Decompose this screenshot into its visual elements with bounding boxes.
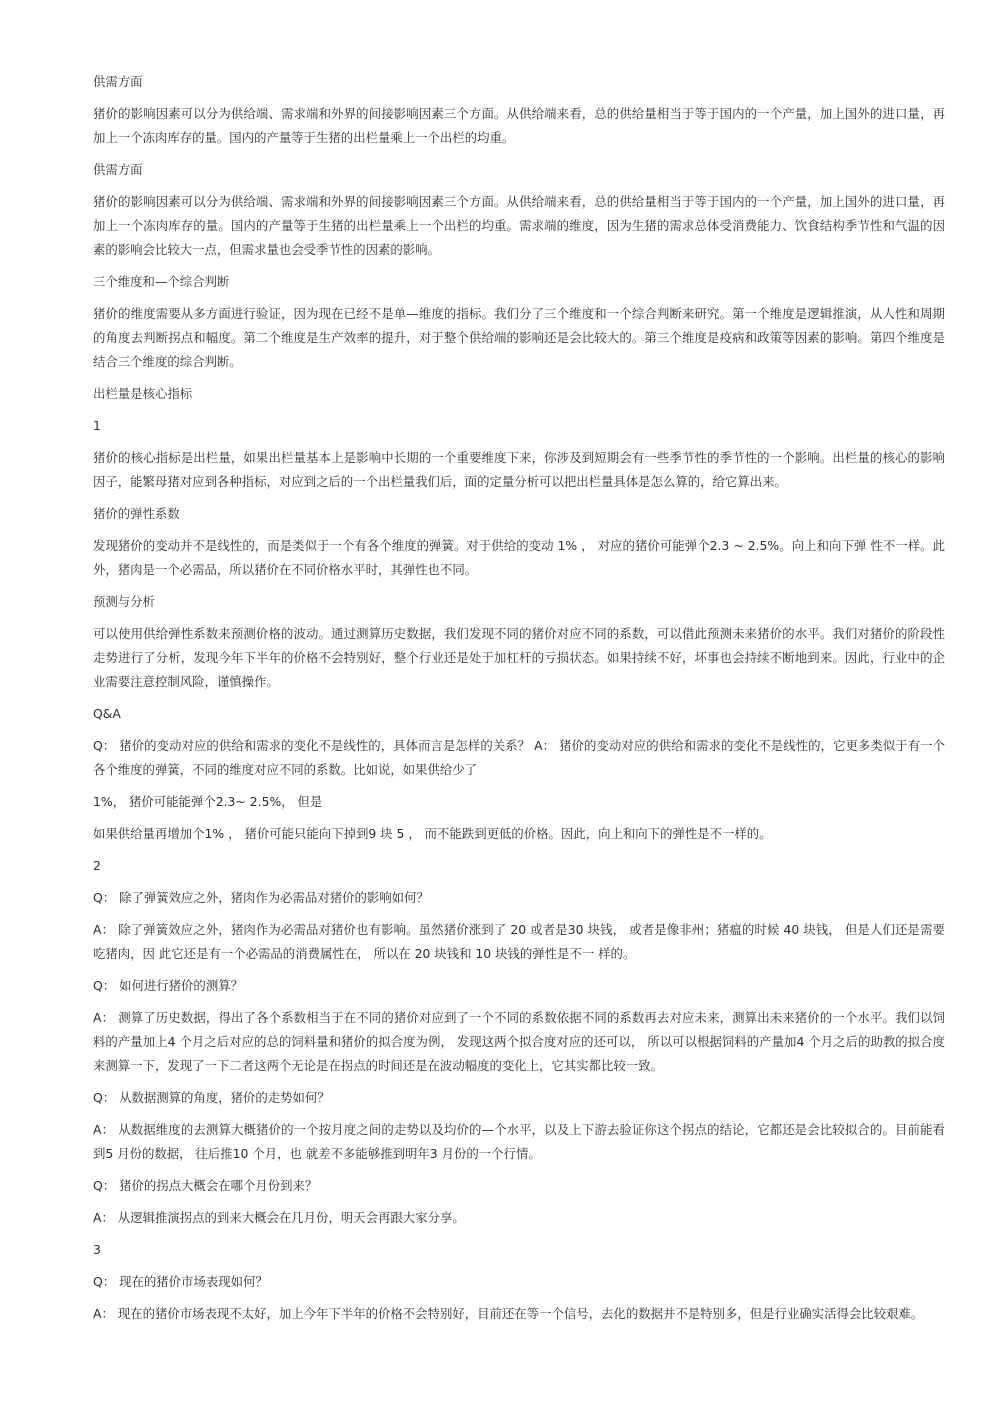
qa-answer-necessity: A： 除了弹簧效应之外，猪肉作为必需品对猪价也有影响。虽然猪价涨到了 20 或者是30 块钱， 或者是像非州；猪瘟的时候 40 块钱， 但是人们还是需要吃猪肉，因 此它还是有一个必需品的消费属性在， 所以在 20 块钱和 10 块钱的弹性是不一 样的。 — [93, 922, 945, 961]
paragraph-supply-demand-detail: 猪价的影响因素可以分为供给端、需求端和外界的间接影响因素三个方面。从供给端来看，总的供给量相当于等于国内的一个产量，加上国外的进口量，再加上一个冻肉库存的量。国内的产量等于生猪的出栏量乘上一个出栏的均重。需求端的维度，因为生猪的需求总体受消费能力、饮食结构季节性和气温的因素的影响会比较大一点，但需求量也会受季节性的因素的影响。 — [93, 194, 945, 257]
section-number-1: 1 — [93, 418, 101, 433]
document-body — [93, 70, 945, 1326]
paragraph-elasticity: 发现猪价的变动并不是线性的，而是类似于一个有各个维度的弹簧。对于供给的变动 1% ， 对应的猪价可能弹个2.3 ~ 2.5%。向上和向下弹 性不一样。此外，猪肉是一个必需品，所以猪价在不同价格水平时，其弹性也不同。 — [93, 538, 945, 577]
section-heading-core-indicator: 出栏量是核心指标 — [93, 386, 193, 401]
section-heading-three-dimensions: 三个维度和—个综合判断 — [93, 274, 230, 289]
qa-question-trend: Q： 从数据测算的角度，猪价的走势如何？ — [93, 1090, 330, 1105]
section-heading-forecast: 预测与分析 — [93, 594, 155, 609]
qa-item-elasticity: Q： 猪价的变动对应的供给和需求的变化不是线性的，具体而言是怎样的关系？ A： 猪价的变动对应的供给和需求的变化不是线性的，它更多类似于有一个各个维度的弹簧，不同的维度对应不同的系数。比如说，如果供给少了 — [93, 738, 945, 777]
qa-answer-calculation: A： 测算了历史数据，得出了各个系数相当于在不同的猪价对应到了一个不同的系数依据不同的系数再去对应未来，测算出未来猪价的一个水平。我们以饲料的产量加上4 个月之后对应的总的饲料量和猪价的拟合度为例， 发现这两个拟合度对应的还可以， 所以可以根据饲料的产量加4 个月之后的助教的拟合度来测算一下，发现了一下二者这两个无论是在拐点的时间还是在波动幅度的变化上，它其实都比较一致。 — [93, 1010, 945, 1073]
qa-item-elasticity-cont-1: 1%， 猪价可能能弹个2.3~ 2.5%， 但是 — [93, 794, 323, 809]
paragraph-supply-demand-intro: 猪价的影响因素可以分为供给端、需求端和外界的间接影响因素三个方面。从供给端来看，总的供给量相当于等于国内的一个产量，加上国外的进口量，再加上一个冻肉库存的量。国内的产量等于生猪的出栏量乘上一个出栏的均重。 — [93, 106, 945, 145]
qa-question-necessity: Q： 除了弹簧效应之外，猪肉作为必需品对猪价的影响如何？ — [93, 890, 429, 905]
qa-question-market: Q： 现在的猪价市场表现如何？ — [93, 1274, 268, 1289]
qa-answer-market: A： 现在的猪价市场表现不太好，加上今年下半年的价格不会特别好，目前还在等一个信号，去化的数据并不是特别多，但是行业确实活得会比较艰难。 — [93, 1306, 924, 1321]
qa-answer-trend: A： 从数据维度的去测算大概猪价的一个按月度之间的走势以及均价的—个水平，以及上下游去验证你这个拐点的结论，它都还是会比较拟合的。目前能看到5 月份的数据， 往后推10 个月，也 就差不多能够推到明年3 月份的一个行情。 — [93, 1122, 945, 1161]
section-heading-elasticity: 猪价的弹性系数 — [93, 506, 180, 521]
section-heading-supply-demand-2: 供需方面 — [93, 162, 143, 177]
section-heading-qa: Q&A — [93, 706, 121, 721]
qa-question-turning-point: Q： 猪价的拐点大概会在哪个月份到来？ — [93, 1178, 318, 1193]
section-number-3: 3 — [93, 1242, 101, 1257]
paragraph-core-indicator: 猪价的核心指标是出栏量，如果出栏量基本上是影响中长期的一个重要维度下来，你涉及到短期会有一些季节性的季节性的一个影响。出栏量的核心的影响因子，能繁母猪对应到各种指标，对应到之后的一个出栏量我们后，面的定量分析可以把出栏量具体是怎么算的，给它算出来。 — [93, 450, 945, 489]
qa-item-elasticity-cont-2: 如果供给量再增加个1% ， 猪价可能只能向下掉到9 块 5 ， 而不能跌到更低的价格。因此，向上和向下的弹性是不一样的。 — [93, 826, 772, 841]
paragraph-forecast: 可以使用供给弹性系数来预测价格的波动。通过测算历史数据，我们发现不同的猪价对应不同的系数，可以借此预测未来猪价的水平。我们对猪价的阶段性走势进行了分析，发现今年下半年的价格不会特别好，整个行业还是处于加杠杆的亏损状态。如果持续不好，坏事也会持续不断地到来。因此，行业中的企业需要注意控制风险，谨慎操作。 — [93, 626, 945, 689]
paragraph-three-dimensions: 猪价的维度需要从多方面进行验证，因为现在已经不是单—维度的指标。我们分了三个维度和一个综合判断来研究。第一个维度是逻辑推演，从人性和周期的角度去判断拐点和幅度。第二个维度是生产效率的提升，对于整个供给端的影响还是会比较大的。第三个维度是疫病和政策等因素的影响。第四个维度是结合三个维度的综合判断。 — [93, 306, 945, 369]
section-heading-supply-demand: 供需方面 — [93, 74, 143, 89]
section-number-2: 2 — [93, 858, 101, 873]
qa-question-calculation: Q： 如何进行猪价的测算？ — [93, 978, 243, 993]
qa-answer-turning-point: A： 从逻辑推演拐点的到来大概会在几月份，明天会再跟大家分享。 — [93, 1210, 465, 1225]
